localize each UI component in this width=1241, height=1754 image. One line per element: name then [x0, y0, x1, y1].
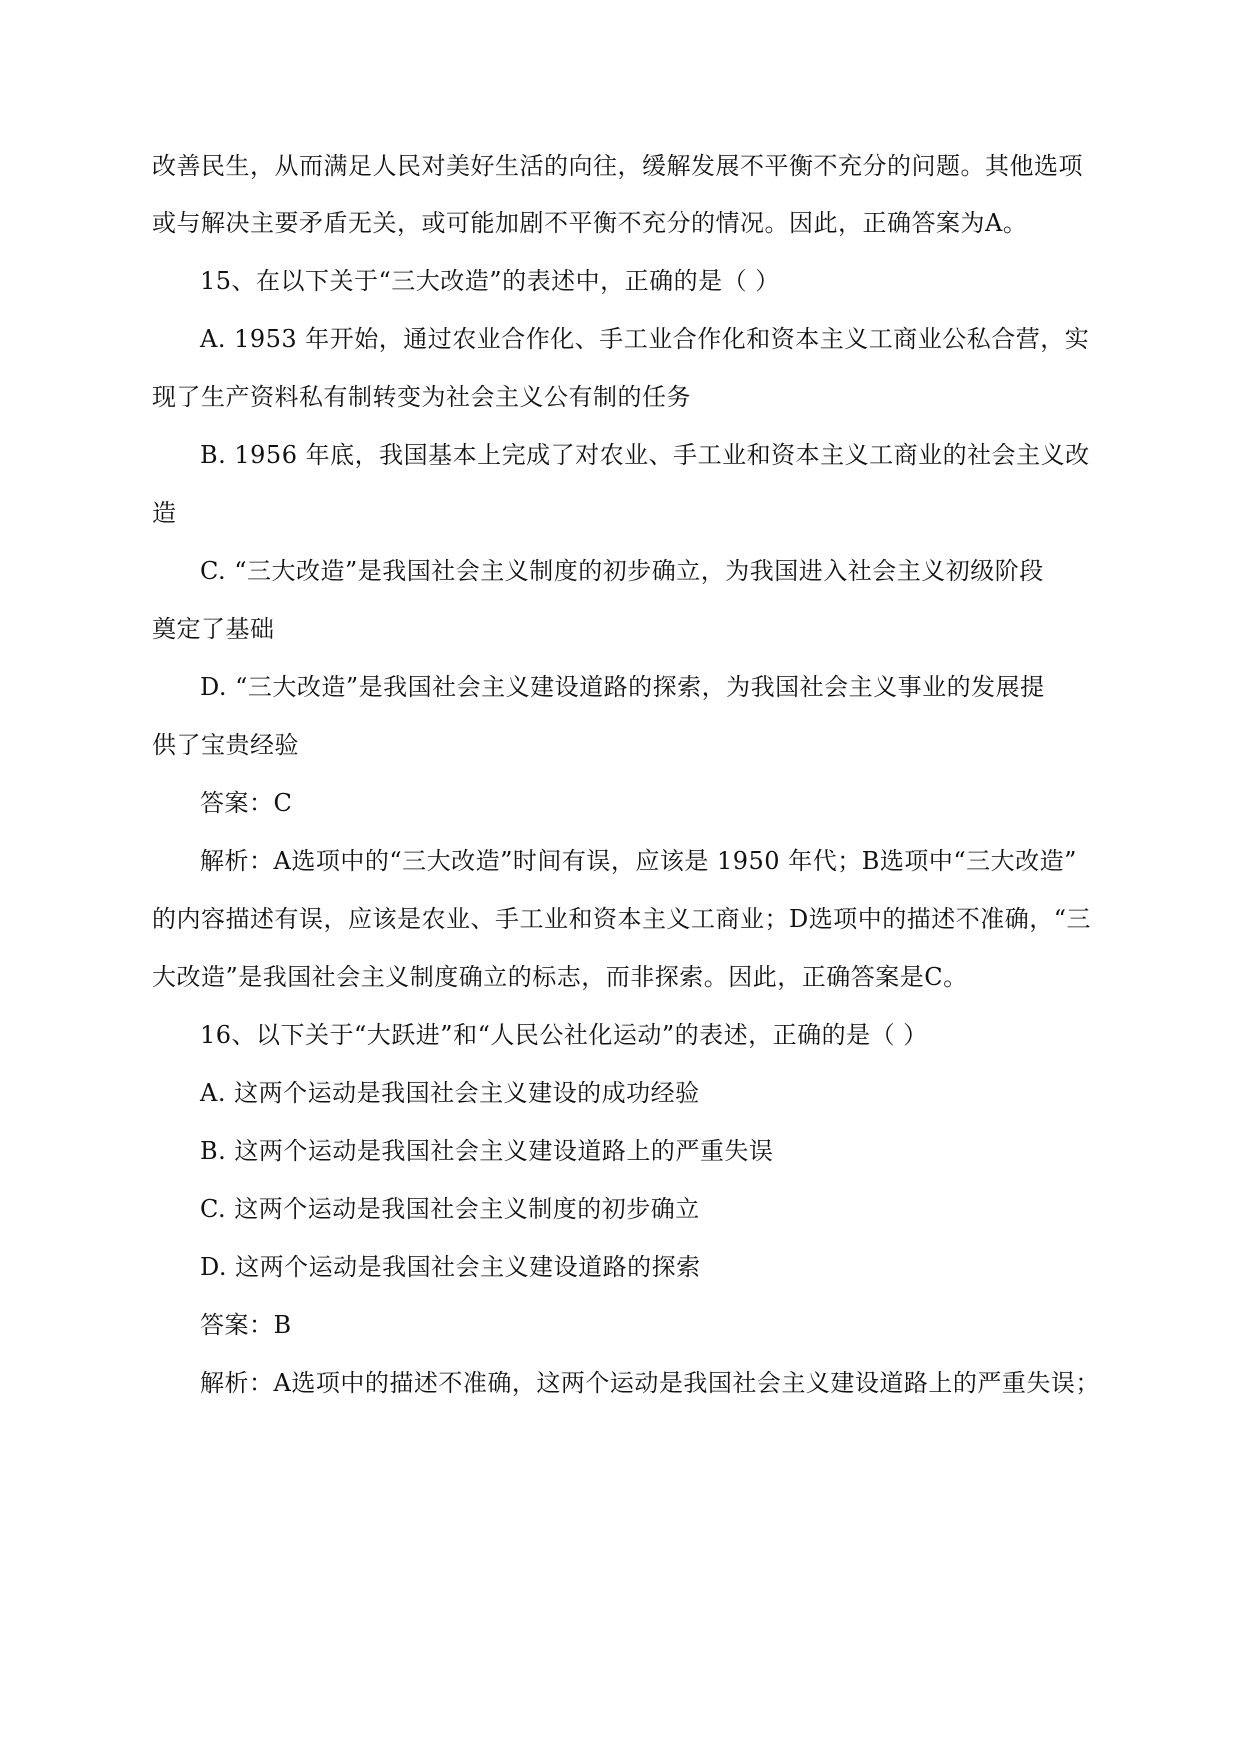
option-d: D. “三大改造”是我国社会主义建设道路的探索，为我国社会主义事业的发展提 [200, 673, 1045, 701]
option-c-continued: 奠定了基础 [152, 615, 275, 643]
option-a-continued: 现了生产资料私有制转变为社会主义公有制的任务 [152, 383, 691, 411]
analysis-15: 解析：A选项中的“三大改造”时间有误，应该是 1950 年代；B选项中“三大改造” [200, 847, 1077, 875]
option-d: D. 这两个运动是我国社会主义建设道路的探索 [200, 1253, 701, 1281]
option-a: A. 这两个运动是我国社会主义建设的成功经验 [200, 1079, 700, 1107]
analysis-15-continued: 大改造”是我国社会主义制度确立的标志，而非探索。因此，正确答案是C。 [152, 963, 968, 991]
option-c: C. “三大改造”是我国社会主义制度的初步确立，为我国进入社会主义初级阶段 [200, 557, 1044, 585]
option-b: B. 这两个运动是我国社会主义建设道路上的严重失误 [200, 1137, 774, 1165]
text-line: 或与解决主要矛盾无关，或可能加剧不平衡不充分的情况。因此，正确答案为A。 [152, 209, 1028, 237]
option-a: A. 1953 年开始，通过农业合作化、手工业合作化和资本主义工商业公私合营，实 [200, 325, 1090, 353]
option-c: C. 这两个运动是我国社会主义制度的初步确立 [200, 1195, 700, 1223]
answer-16: 答案：B [200, 1311, 292, 1339]
option-d-continued: 供了宝贵经验 [152, 731, 299, 759]
answer-15: 答案：C [200, 789, 293, 817]
question-16: 16、以下关于“大跃进”和“人民公社化运动”的表述，正确的是（ ） [200, 1021, 928, 1049]
analysis-16: 解析：A选项中的描述不准确，这两个运动是我国社会主义建设道路上的严重失误； [200, 1369, 1100, 1397]
question-15: 15、在以下关于“三大改造”的表述中，正确的是（ ） [200, 267, 780, 295]
option-b: B. 1956 年底，我国基本上完成了对农业、手工业和资本主义工商业的社会主义改 [200, 441, 1090, 469]
option-b-continued: 造 [152, 499, 177, 527]
text-line: 改善民生，从而满足人民对美好生活的向往，缓解发展不平衡不充分的问题。其他选项 [152, 152, 1083, 180]
analysis-15-continued: 的内容描述有误，应该是农业、手工业和资本主义工商业；D选项中的描述不准确，“三 [152, 905, 1092, 933]
